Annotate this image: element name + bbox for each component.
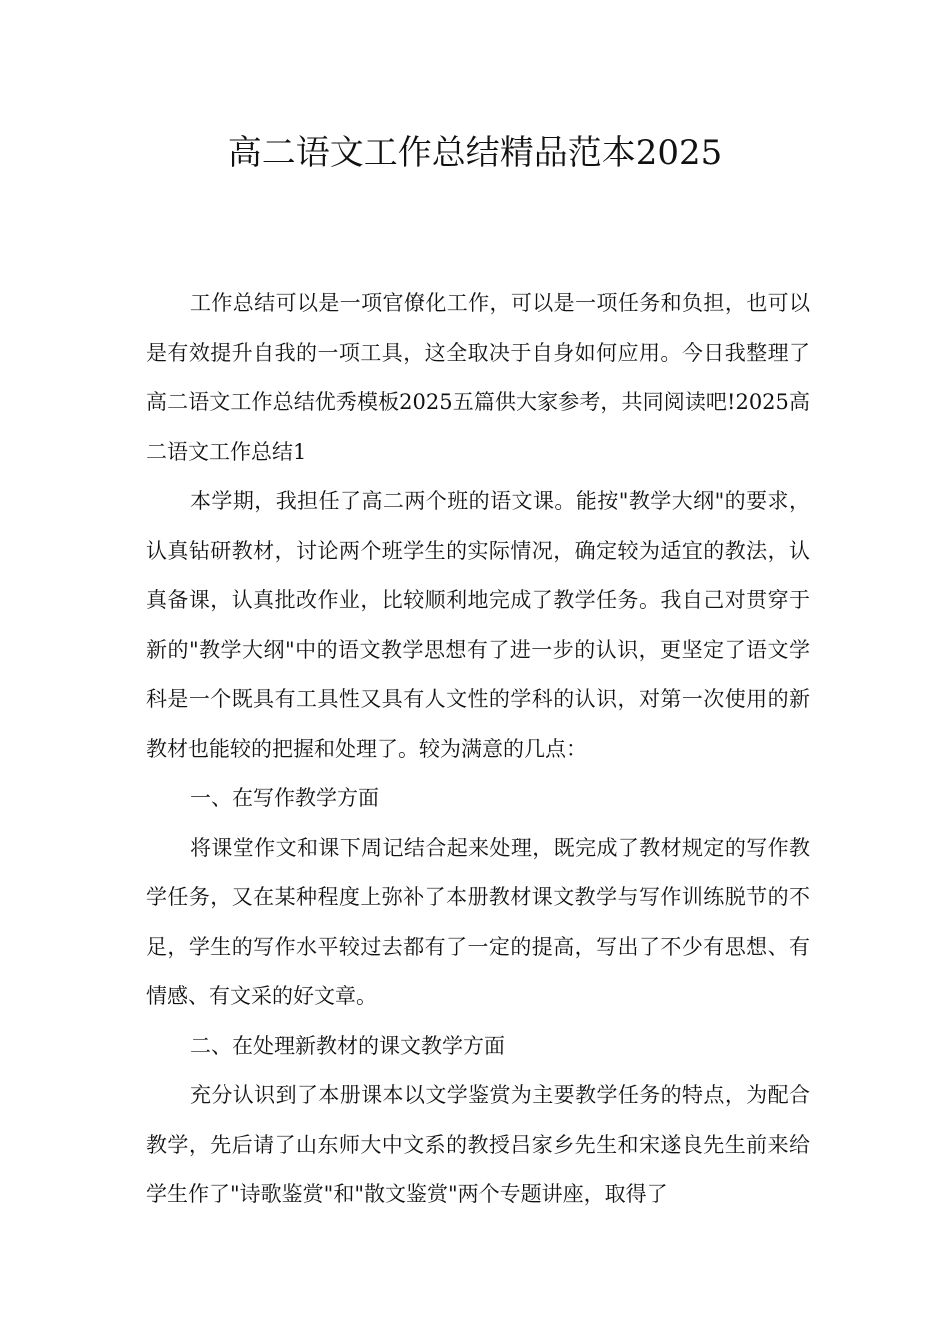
paragraph-writing: 将课堂作文和课下周记结合起来处理，既完成了教材规定的写作教学任务，又在某种程度上弥补了本册教材课文教学与写作训练脱节的不足，学生的写作水平较过去都有了一定的提高，写出了不少有思想、有情感、有文采的好文章。 [146,835,810,1008]
section-heading-new-textbook: 二、在处理新教材的课文教学方面 [190,1033,505,1058]
document-body [146,279,810,1220]
paragraph-intro: 工作总结可以是一项官僚化工作，可以是一项任务和负担，也可以是有效提升自我的一项工具，这全取决于自身如何应用。今日我整理了高二语文工作总结优秀模板2025五篇供大家参考，共同阅读吧!2025高二语文工作总结1 [146,291,810,464]
document-title: 高二语文工作总结精品范本2025 [227,133,723,173]
section-heading-writing: 一、在写作教学方面 [190,786,379,810]
paragraph-semester: 本学期，我担任了高二两个班的语文课。能按"教学大纲"的要求，认真钻研教材，讨论两个班学生的实际情况，确定较为适宜的教法，认真备课，认真批改作业，比较顺利地完成了教学任务。我自己对贯穿于新的"教学大纲"中的语文教学思想有了进一步的认识，更坚定了语文学科是一个既具有工具性又具有人文性的学科的认识，对第一次使用的新教材也能较的把握和处理了。较为满意的几点： [146,489,810,761]
paragraph-new-textbook: 充分认识到了本册课本以文学鉴赏为主要教学任务的特点，为配合教学，先后请了山东师大中文系的教授吕家乡先生和宋遂良先生前来给学生作了"诗歌鉴赏"和"散文鉴赏"两个专题讲座，取得了 [146,1083,810,1206]
